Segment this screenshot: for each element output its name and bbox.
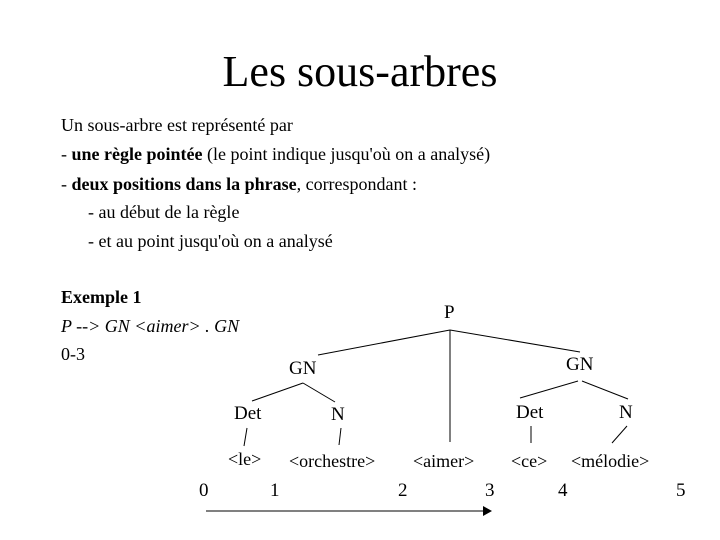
point-rule-bold: une règle pointée	[71, 144, 203, 164]
node-gn-left: GN	[289, 358, 317, 379]
point-positions-dash: -	[61, 174, 72, 194]
slide-title: Les sous-arbres	[222, 47, 498, 96]
example-rule: P --> GN <aimer> . GN	[61, 316, 240, 336]
edge-n-orchestre	[339, 428, 341, 445]
node-det-right: Det	[516, 402, 544, 423]
edge-p-gn-left	[318, 330, 450, 355]
node-gn-right: GN	[566, 354, 594, 375]
word-le: <le>	[228, 449, 262, 469]
edge-det-le	[244, 428, 247, 446]
example-span: 0-3	[61, 344, 85, 364]
edge-n-melodie	[612, 426, 627, 443]
edge-gnr-det	[520, 381, 578, 398]
position-1: 1	[270, 480, 280, 501]
position-4: 4	[558, 480, 568, 501]
point-positions-bold: deux positions dans la phrase	[71, 174, 297, 194]
subpoint-dot: - et au point jusqu'où on a analysé	[88, 231, 333, 251]
word-aimer: <aimer>	[413, 451, 475, 471]
node-det-left: Det	[234, 403, 262, 424]
node-n-right: N	[619, 402, 633, 423]
point-rule-dash: -	[61, 144, 72, 164]
edge-gnr-n	[582, 381, 628, 399]
word-ce: <ce>	[511, 451, 548, 471]
edge-p-gn-right	[450, 330, 580, 352]
position-5: 5	[676, 480, 686, 501]
example-heading: Exemple 1	[61, 287, 142, 307]
intro-line: Un sous-arbre est représenté par	[61, 115, 293, 135]
edge-gnl-det	[252, 383, 303, 401]
point-rule-rest: (le point indique jusqu'où on a analysé)	[202, 144, 491, 164]
word-orchestre: <orchestre>	[289, 451, 376, 471]
node-n-left: N	[331, 404, 345, 425]
position-2: 2	[398, 480, 408, 501]
word-melodie: <mélodie>	[571, 451, 650, 471]
node-p: P	[444, 302, 455, 323]
subpoint-start: - au début de la règle	[88, 202, 240, 222]
position-0: 0	[199, 480, 209, 501]
point-positions-rest: , correspondant :	[296, 174, 418, 194]
position-3: 3	[485, 480, 495, 501]
span-arrow-head	[483, 506, 492, 516]
edge-gnl-n	[303, 383, 335, 402]
